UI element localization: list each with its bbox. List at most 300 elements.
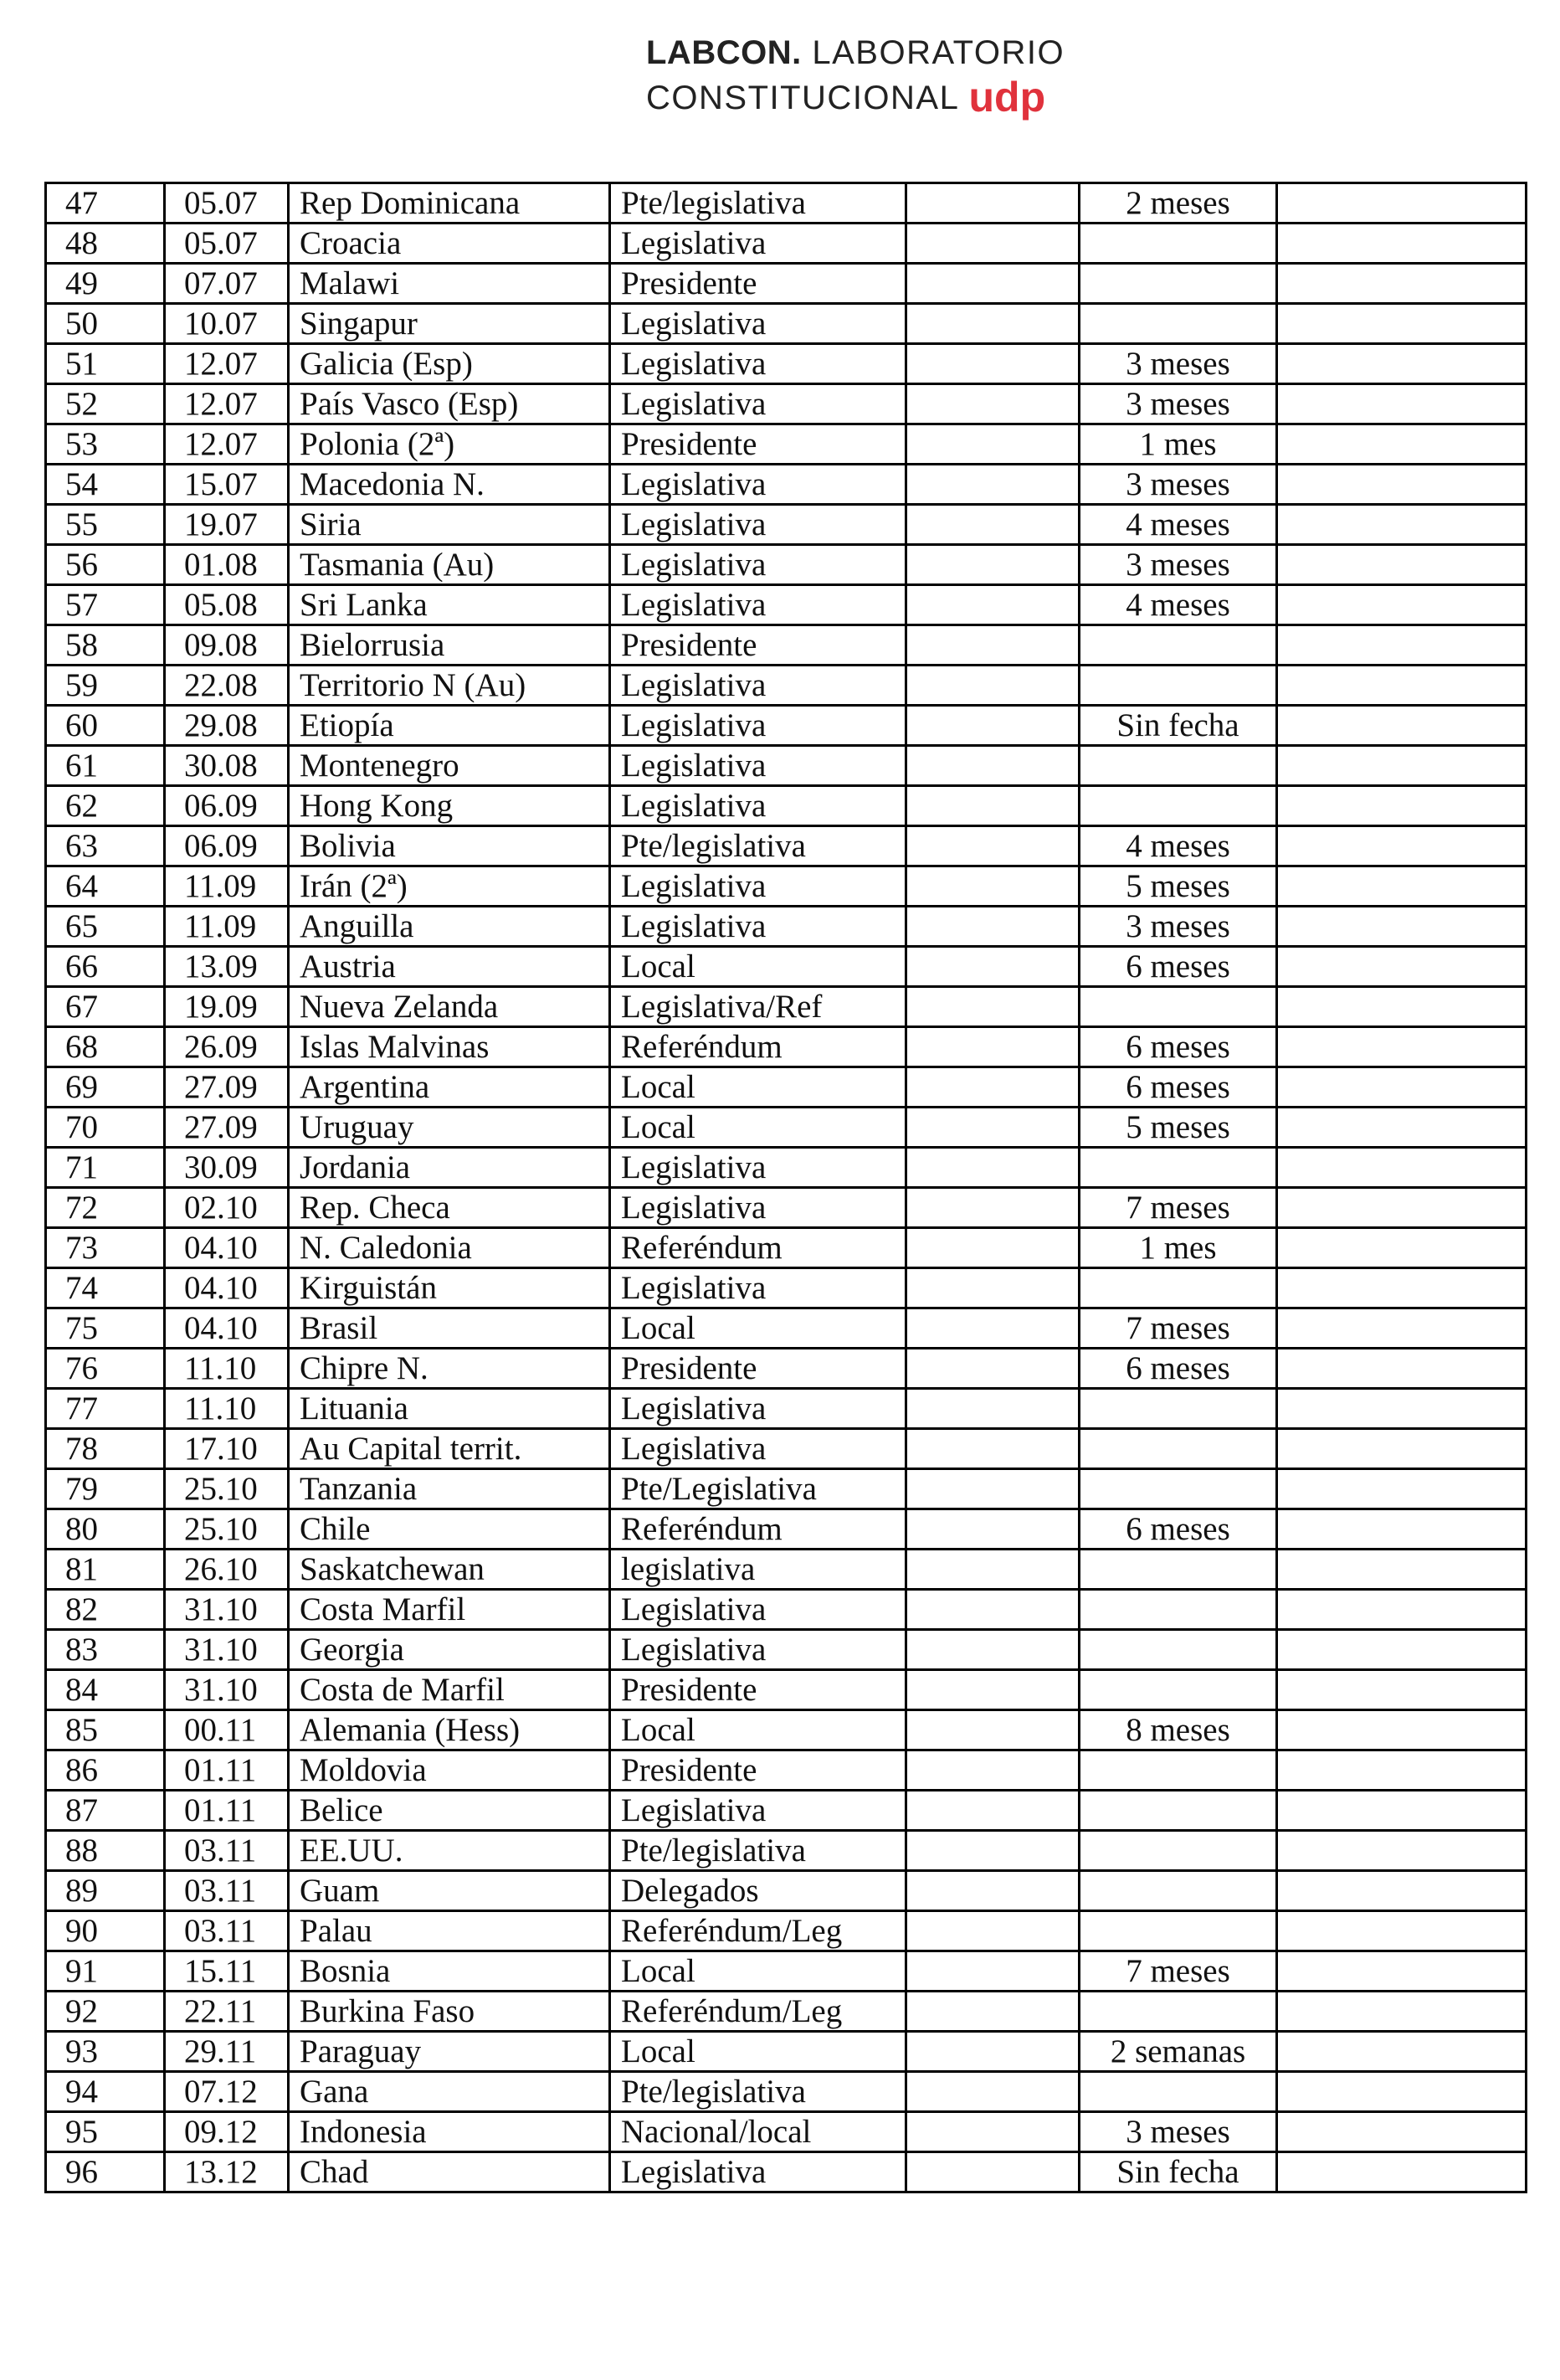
election-type-cell: Presidente — [610, 1670, 906, 1710]
notes-cell — [1277, 384, 1527, 424]
notes-cell — [1277, 1389, 1527, 1429]
date-cell: 09.12 — [165, 2112, 289, 2152]
notes-cell — [1277, 344, 1527, 384]
logo-udp-brand: udp — [968, 74, 1046, 121]
place-cell: Polonia (2ª) — [289, 424, 610, 465]
row-number-cell: 57 — [46, 585, 165, 625]
empty-cell — [906, 2112, 1080, 2152]
election-type-cell: Referéndum/Leg — [610, 1992, 906, 2032]
date-cell: 11.10 — [165, 1389, 289, 1429]
table-row — [46, 625, 1527, 666]
table-row — [46, 183, 1527, 224]
notes-cell — [1277, 424, 1527, 465]
notes-cell — [1277, 183, 1527, 224]
election-type-cell: Pte/legislativa — [610, 183, 906, 224]
empty-cell — [906, 666, 1080, 706]
notes-cell — [1277, 465, 1527, 505]
place-cell: Bolivia — [289, 826, 610, 866]
empty-cell — [906, 1228, 1080, 1268]
postponement-cell — [1080, 1750, 1277, 1791]
place-cell: País Vasco (Esp) — [289, 384, 610, 424]
row-number-cell: 63 — [46, 826, 165, 866]
postponement-cell — [1080, 625, 1277, 666]
election-type-cell: Presidente — [610, 424, 906, 465]
empty-cell — [906, 1268, 1080, 1308]
table-row — [46, 1509, 1527, 1550]
notes-cell — [1277, 224, 1527, 264]
row-number-cell: 70 — [46, 1108, 165, 1148]
place-cell: Austria — [289, 947, 610, 987]
row-number-cell: 82 — [46, 1590, 165, 1630]
place-cell: Kirguistán — [289, 1268, 610, 1308]
date-cell: 05.07 — [165, 183, 289, 224]
election-type-cell: Legislativa — [610, 866, 906, 907]
postponement-cell — [1080, 1871, 1277, 1911]
empty-cell — [906, 545, 1080, 585]
row-number-cell: 85 — [46, 1710, 165, 1750]
notes-cell — [1277, 1429, 1527, 1469]
election-type-cell: Legislativa — [610, 746, 906, 786]
row-number-cell: 93 — [46, 2032, 165, 2072]
empty-cell — [906, 1791, 1080, 1831]
postponement-cell — [1080, 1429, 1277, 1469]
table-row — [46, 505, 1527, 545]
empty-cell — [906, 1148, 1080, 1188]
date-cell: 11.09 — [165, 907, 289, 947]
postponement-cell — [1080, 2072, 1277, 2112]
date-cell: 13.09 — [165, 947, 289, 987]
date-cell: 29.08 — [165, 706, 289, 746]
notes-cell — [1277, 1027, 1527, 1067]
notes-cell — [1277, 1349, 1527, 1389]
row-number-cell: 87 — [46, 1791, 165, 1831]
place-cell: Macedonia N. — [289, 465, 610, 505]
notes-cell — [1277, 1148, 1527, 1188]
date-cell: 03.11 — [165, 1911, 289, 1951]
date-cell: 22.11 — [165, 1992, 289, 2032]
row-number-cell: 67 — [46, 987, 165, 1027]
postponement-cell: 1 mes — [1080, 1228, 1277, 1268]
election-type-cell: Legislativa — [610, 1268, 906, 1308]
notes-cell — [1277, 947, 1527, 987]
row-number-cell: 48 — [46, 224, 165, 264]
table-row — [46, 1067, 1527, 1108]
row-number-cell: 61 — [46, 746, 165, 786]
place-cell: Lituania — [289, 1389, 610, 1429]
election-type-cell: Referéndum — [610, 1228, 906, 1268]
notes-cell — [1277, 2072, 1527, 2112]
row-number-cell: 51 — [46, 344, 165, 384]
postponement-cell — [1080, 1550, 1277, 1590]
postponement-cell — [1080, 786, 1277, 826]
row-number-cell: 52 — [46, 384, 165, 424]
date-cell: 03.11 — [165, 1871, 289, 1911]
postponement-cell: 5 meses — [1080, 866, 1277, 907]
postponement-cell: 8 meses — [1080, 1710, 1277, 1750]
date-cell: 30.08 — [165, 746, 289, 786]
postponement-cell: 4 meses — [1080, 585, 1277, 625]
date-cell: 04.10 — [165, 1268, 289, 1308]
table-row — [46, 1027, 1527, 1067]
empty-cell — [906, 465, 1080, 505]
row-number-cell: 64 — [46, 866, 165, 907]
date-cell: 31.10 — [165, 1630, 289, 1670]
row-number-cell: 60 — [46, 706, 165, 746]
place-cell: Irán (2ª) — [289, 866, 610, 907]
empty-cell — [906, 1951, 1080, 1992]
row-number-cell: 68 — [46, 1027, 165, 1067]
date-cell: 26.10 — [165, 1550, 289, 1590]
date-cell: 02.10 — [165, 1188, 289, 1228]
date-cell: 00.11 — [165, 1710, 289, 1750]
empty-cell — [906, 1992, 1080, 2032]
date-cell: 25.10 — [165, 1469, 289, 1509]
postponement-cell: 7 meses — [1080, 1951, 1277, 1992]
notes-cell — [1277, 1590, 1527, 1630]
row-number-cell: 75 — [46, 1308, 165, 1349]
election-type-cell: Legislativa — [610, 786, 906, 826]
notes-cell — [1277, 1871, 1527, 1911]
notes-cell — [1277, 1509, 1527, 1550]
place-cell: Chile — [289, 1509, 610, 1550]
table-row — [46, 465, 1527, 505]
election-type-cell: Presidente — [610, 264, 906, 304]
empty-cell — [906, 746, 1080, 786]
postponement-cell: Sin fecha — [1080, 706, 1277, 746]
empty-cell — [906, 264, 1080, 304]
notes-cell — [1277, 1268, 1527, 1308]
election-type-cell: Legislativa — [610, 1429, 906, 1469]
empty-cell — [906, 1389, 1080, 1429]
postponement-cell — [1080, 264, 1277, 304]
table-row — [46, 1791, 1527, 1831]
row-number-cell: 78 — [46, 1429, 165, 1469]
empty-cell — [906, 907, 1080, 947]
postponement-cell: 2 meses — [1080, 183, 1277, 224]
table-row — [46, 947, 1527, 987]
date-cell: 27.09 — [165, 1108, 289, 1148]
election-type-cell: Local — [610, 2032, 906, 2072]
postponement-cell: 7 meses — [1080, 1308, 1277, 1349]
empty-cell — [906, 1750, 1080, 1791]
row-number-cell: 83 — [46, 1630, 165, 1670]
row-number-cell: 94 — [46, 2072, 165, 2112]
logo-labcon: LABCON. — [646, 34, 802, 71]
place-cell: Anguilla — [289, 907, 610, 947]
postponement-cell: 6 meses — [1080, 1349, 1277, 1389]
table-row — [46, 706, 1527, 746]
elections-table — [44, 182, 1527, 2193]
election-type-cell: Legislativa — [610, 344, 906, 384]
table-row — [46, 1188, 1527, 1228]
table-row — [46, 1911, 1527, 1951]
notes-cell — [1277, 545, 1527, 585]
place-cell: Singapur — [289, 304, 610, 344]
table-row — [46, 1550, 1527, 1590]
election-type-cell: Presidente — [610, 1750, 906, 1791]
date-cell: 25.10 — [165, 1509, 289, 1550]
table-row — [46, 1831, 1527, 1871]
notes-cell — [1277, 1670, 1527, 1710]
labcon-udp-logo — [646, 32, 1065, 121]
row-number-cell: 91 — [46, 1951, 165, 1992]
notes-cell — [1277, 1469, 1527, 1509]
postponement-cell — [1080, 1148, 1277, 1188]
table-row — [46, 1871, 1527, 1911]
postponement-cell: 2 semanas — [1080, 2032, 1277, 2072]
postponement-cell — [1080, 1590, 1277, 1630]
table-row — [46, 786, 1527, 826]
empty-cell — [906, 1429, 1080, 1469]
notes-cell — [1277, 2032, 1527, 2072]
empty-cell — [906, 424, 1080, 465]
place-cell: Jordania — [289, 1148, 610, 1188]
notes-cell — [1277, 666, 1527, 706]
place-cell: Alemania (Hess) — [289, 1710, 610, 1750]
table-row — [46, 1349, 1527, 1389]
notes-cell — [1277, 264, 1527, 304]
date-cell: 01.11 — [165, 1791, 289, 1831]
place-cell: Au Capital territ. — [289, 1429, 610, 1469]
row-number-cell: 56 — [46, 545, 165, 585]
notes-cell — [1277, 505, 1527, 545]
empty-cell — [906, 2072, 1080, 2112]
notes-cell — [1277, 2152, 1527, 2192]
election-type-cell: Local — [610, 1951, 906, 1992]
notes-cell — [1277, 866, 1527, 907]
election-type-cell: Legislativa — [610, 1148, 906, 1188]
election-type-cell: Referéndum — [610, 1027, 906, 1067]
notes-cell — [1277, 1951, 1527, 1992]
row-number-cell: 53 — [46, 424, 165, 465]
empty-cell — [906, 224, 1080, 264]
place-cell: Malawi — [289, 264, 610, 304]
table-row — [46, 1951, 1527, 1992]
empty-cell — [906, 866, 1080, 907]
row-number-cell: 59 — [46, 666, 165, 706]
notes-cell — [1277, 1308, 1527, 1349]
place-cell: Guam — [289, 1871, 610, 1911]
place-cell: N. Caledonia — [289, 1228, 610, 1268]
empty-cell — [906, 1349, 1080, 1389]
postponement-cell — [1080, 1630, 1277, 1670]
election-type-cell: Pte/Legislativa — [610, 1469, 906, 1509]
election-type-cell: Pte/legislativa — [610, 1831, 906, 1871]
row-number-cell: 79 — [46, 1469, 165, 1509]
date-cell: 06.09 — [165, 826, 289, 866]
notes-cell — [1277, 625, 1527, 666]
table-row — [46, 1590, 1527, 1630]
table-row — [46, 746, 1527, 786]
empty-cell — [906, 384, 1080, 424]
place-cell: Rep Dominicana — [289, 183, 610, 224]
election-type-cell: Legislativa — [610, 1630, 906, 1670]
election-type-cell: Legislativa — [610, 505, 906, 545]
empty-cell — [906, 1670, 1080, 1710]
empty-cell — [906, 344, 1080, 384]
place-cell: Montenegro — [289, 746, 610, 786]
postponement-cell — [1080, 666, 1277, 706]
notes-cell — [1277, 1911, 1527, 1951]
empty-cell — [906, 1630, 1080, 1670]
date-cell: 03.11 — [165, 1831, 289, 1871]
postponement-cell: 3 meses — [1080, 2112, 1277, 2152]
election-type-cell: Legislativa — [610, 2152, 906, 2192]
row-number-cell: 96 — [46, 2152, 165, 2192]
table-row — [46, 1148, 1527, 1188]
table-row — [46, 1108, 1527, 1148]
election-type-cell: Legislativa — [610, 666, 906, 706]
table-row — [46, 866, 1527, 907]
election-type-cell: Presidente — [610, 625, 906, 666]
notes-cell — [1277, 2112, 1527, 2152]
empty-cell — [906, 947, 1080, 987]
date-cell: 29.11 — [165, 2032, 289, 2072]
date-cell: 05.08 — [165, 585, 289, 625]
postponement-cell: 3 meses — [1080, 465, 1277, 505]
postponement-cell: 4 meses — [1080, 826, 1277, 866]
notes-cell — [1277, 826, 1527, 866]
place-cell: Tanzania — [289, 1469, 610, 1509]
notes-cell — [1277, 1992, 1527, 2032]
postponement-cell: 6 meses — [1080, 1509, 1277, 1550]
row-number-cell: 69 — [46, 1067, 165, 1108]
empty-cell — [906, 786, 1080, 826]
table-row — [46, 585, 1527, 625]
table-row — [46, 907, 1527, 947]
postponement-cell: 7 meses — [1080, 1188, 1277, 1228]
notes-cell — [1277, 987, 1527, 1027]
date-cell: 30.09 — [165, 1148, 289, 1188]
table-row — [46, 666, 1527, 706]
empty-cell — [906, 987, 1080, 1027]
place-cell: Islas Malvinas — [289, 1027, 610, 1067]
notes-cell — [1277, 1750, 1527, 1791]
empty-cell — [906, 1871, 1080, 1911]
row-number-cell: 74 — [46, 1268, 165, 1308]
row-number-cell: 71 — [46, 1148, 165, 1188]
place-cell: Burkina Faso — [289, 1992, 610, 2032]
empty-cell — [906, 2032, 1080, 2072]
postponement-cell: 4 meses — [1080, 505, 1277, 545]
table-row — [46, 1710, 1527, 1750]
date-cell: 04.10 — [165, 1228, 289, 1268]
table-row — [46, 1268, 1527, 1308]
row-number-cell: 66 — [46, 947, 165, 987]
date-cell: 10.07 — [165, 304, 289, 344]
election-type-cell: Pte/legislativa — [610, 826, 906, 866]
election-type-cell: Legislativa — [610, 465, 906, 505]
place-cell: Tasmania (Au) — [289, 545, 610, 585]
date-cell: 19.07 — [165, 505, 289, 545]
postponement-cell — [1080, 1791, 1277, 1831]
date-cell: 07.12 — [165, 2072, 289, 2112]
date-cell: 31.10 — [165, 1590, 289, 1630]
place-cell: Argentina — [289, 1067, 610, 1108]
postponement-cell: 3 meses — [1080, 545, 1277, 585]
row-number-cell: 95 — [46, 2112, 165, 2152]
date-cell: 19.09 — [165, 987, 289, 1027]
empty-cell — [906, 585, 1080, 625]
place-cell: Indonesia — [289, 2112, 610, 2152]
postponement-cell — [1080, 746, 1277, 786]
place-cell: Gana — [289, 2072, 610, 2112]
row-number-cell: 50 — [46, 304, 165, 344]
table-row — [46, 264, 1527, 304]
election-type-cell: Referéndum — [610, 1509, 906, 1550]
postponement-cell: 6 meses — [1080, 1067, 1277, 1108]
postponement-cell: 3 meses — [1080, 384, 1277, 424]
table-row — [46, 2072, 1527, 2112]
table-row — [46, 224, 1527, 264]
row-number-cell: 47 — [46, 183, 165, 224]
election-type-cell: Referéndum/Leg — [610, 1911, 906, 1951]
date-cell: 13.12 — [165, 2152, 289, 2192]
table-row — [46, 424, 1527, 465]
election-type-cell: Legislativa — [610, 706, 906, 746]
notes-cell — [1277, 1630, 1527, 1670]
table-row — [46, 344, 1527, 384]
postponement-cell: 3 meses — [1080, 907, 1277, 947]
election-type-cell: Legislativa — [610, 585, 906, 625]
date-cell: 06.09 — [165, 786, 289, 826]
notes-cell — [1277, 1188, 1527, 1228]
election-type-cell: Local — [610, 947, 906, 987]
postponement-cell — [1080, 1911, 1277, 1951]
election-type-cell: Legislativa — [610, 1590, 906, 1630]
date-cell: 01.08 — [165, 545, 289, 585]
postponement-cell: Sin fecha — [1080, 2152, 1277, 2192]
table-row — [46, 1228, 1527, 1268]
row-number-cell: 80 — [46, 1509, 165, 1550]
row-number-cell: 88 — [46, 1831, 165, 1871]
place-cell: Moldovia — [289, 1750, 610, 1791]
row-number-cell: 73 — [46, 1228, 165, 1268]
table-row — [46, 987, 1527, 1027]
empty-cell — [906, 1027, 1080, 1067]
empty-cell — [906, 625, 1080, 666]
table-row — [46, 1992, 1527, 2032]
date-cell: 07.07 — [165, 264, 289, 304]
table-row — [46, 1750, 1527, 1791]
row-number-cell: 62 — [46, 786, 165, 826]
row-number-cell: 58 — [46, 625, 165, 666]
place-cell: Bielorrusia — [289, 625, 610, 666]
election-type-cell: Legislativa — [610, 1791, 906, 1831]
election-type-cell: Local — [610, 1067, 906, 1108]
notes-cell — [1277, 1067, 1527, 1108]
place-cell: Bosnia — [289, 1951, 610, 1992]
date-cell: 22.08 — [165, 666, 289, 706]
table-row — [46, 1670, 1527, 1710]
elections-table-body — [46, 183, 1527, 2192]
empty-cell — [906, 1308, 1080, 1349]
place-cell: Croacia — [289, 224, 610, 264]
row-number-cell: 92 — [46, 1992, 165, 2032]
election-type-cell: Local — [610, 1710, 906, 1750]
row-number-cell: 55 — [46, 505, 165, 545]
row-number-cell: 77 — [46, 1389, 165, 1429]
notes-cell — [1277, 1791, 1527, 1831]
postponement-cell: 5 meses — [1080, 1108, 1277, 1148]
election-type-cell: Legislativa — [610, 1389, 906, 1429]
notes-cell — [1277, 1710, 1527, 1750]
place-cell: Costa Marfil — [289, 1590, 610, 1630]
election-type-cell: Legislativa — [610, 545, 906, 585]
place-cell: Paraguay — [289, 2032, 610, 2072]
postponement-cell — [1080, 987, 1277, 1027]
table-row — [46, 1630, 1527, 1670]
